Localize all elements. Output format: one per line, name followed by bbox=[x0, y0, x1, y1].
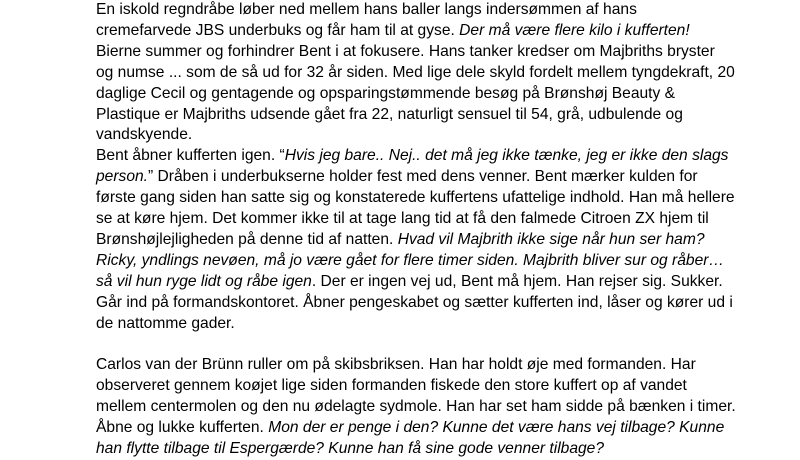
paragraph-1 bbox=[96, 0, 740, 146]
paragraph-3 bbox=[96, 355, 741, 460]
text-run: En iskold regndråbe løber ned mellem hans baller langs indersømmen af hans cremefarvede JBS underbuks og får ham til at gyse. bbox=[96, 1, 642, 39]
paragraph-spacer bbox=[96, 335, 736, 356]
italic-text-run: Hvis jeg bare.. Nej.. det må jeg ikke tænke, jeg er ikke den slags person. bbox=[96, 147, 733, 186]
text-run: . Der er ingen vej ud, Bent må hjem. Han rejser sig. Sukker. Går ind på formandskontoret. Åbner pengeskabet og sætter kufferten ind, låser og kører ud i de nattomme gader. bbox=[96, 272, 738, 332]
italic-text-run: Der må være flere kilo i kufferten! bbox=[459, 21, 690, 39]
italic-text-run: Hvad vil Majbrith ikke sige når hun ser ham? Ricky, yndlings nevøen, må jo være gået for flere timer siden. Majbrith bliver sur og råber… så vil hun ryge lidt og råbe igen bbox=[96, 230, 729, 290]
paragraph-2 bbox=[96, 146, 739, 334]
text-run: ” Dråben i underbukserne holder fest med dens venner. Bent mærker kulden for første gang siden han satte sig og konstaterede kuffertens ufattelige indhold. Han må hellere se at køre hjem. Det kommer ikke til at tage lang tid at få den falmede Citroen ZX hjem til Brønshøjlejligheden på denne tid af natten. bbox=[96, 168, 739, 248]
document-page bbox=[96, 0, 741, 460]
text-run: Bierne summer og forhindrer Bent i at fokusere. Hans tanker kredser om Majbriths bryster og numse ... som de så ud for 32 år siden. Med lige dele skyld fordelt mellem tyngdekraft, 20 daglige Cecil og gentagende og opsparingstømmende besøg på Brønshøj Beauty & Plastique er Majbriths udsende gået fra 22, naturligt sensuel til 54, grå, udbulende og vandskyende. bbox=[96, 21, 740, 144]
text-run: Bent åbner kufferten igen. “ bbox=[96, 147, 285, 165]
italic-text-run: Mon der er penge i den? Kunne det være hans vej tilbage? Kunne han flytte tilbage til Espergærde? Kunne han få sine gode venner tilbage? bbox=[96, 419, 729, 458]
text-run: Carlos van der Brünn ruller om på skibsbriksen. Han har holdt øje med formanden. Har observeret gennem koøjet lige siden formanden fiskede den store kuffert op af vandet mellem centermolen og den nu ødelagte sydmole. Han har set ham sidde på bænken i timer. Åbne og lukke kufferten. bbox=[96, 356, 741, 437]
